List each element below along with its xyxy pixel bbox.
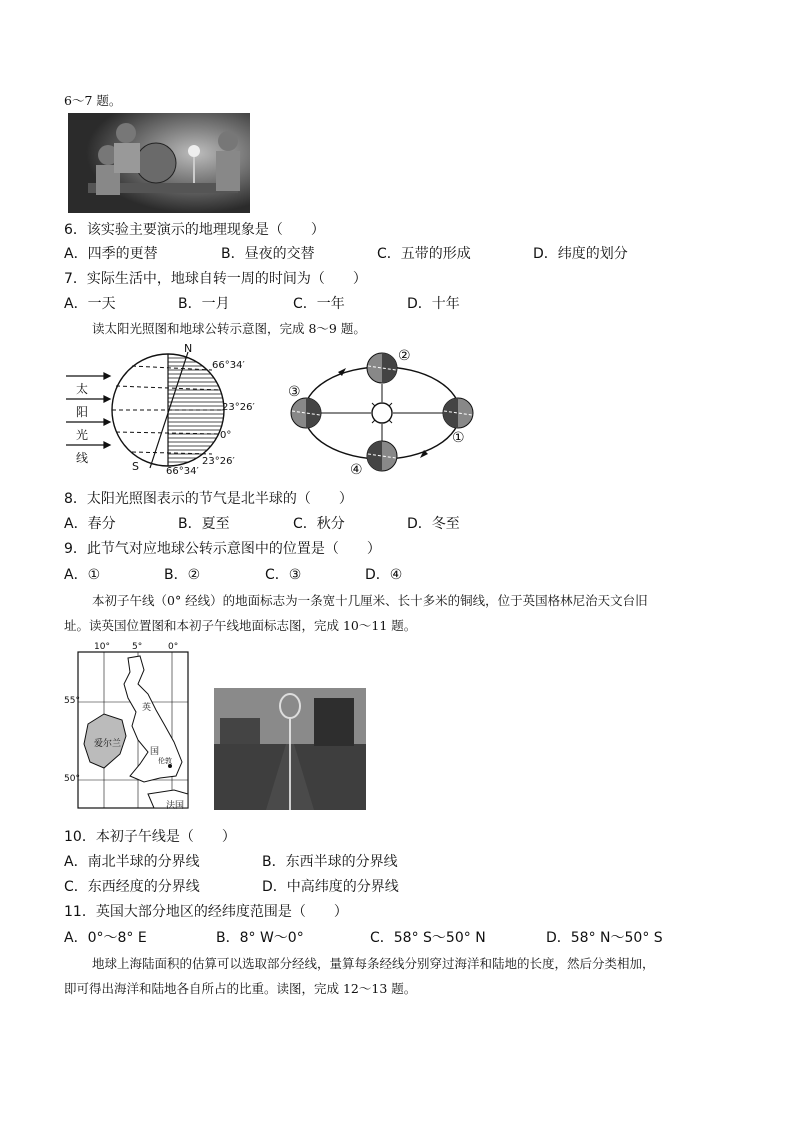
map-lon-label-2: 5° — [132, 642, 143, 652]
map-place-france: 法国 — [166, 801, 185, 811]
lat-label-4: 23°26′ — [202, 456, 235, 467]
sun-label-4: 线 — [76, 451, 89, 465]
map-place-london: 伦敦 — [158, 757, 172, 765]
q8-option-b[interactable]: B．夏至 — [178, 516, 230, 532]
uk-map-drawing — [64, 644, 194, 812]
q7-option-c[interactable]: C．一年 — [293, 296, 345, 312]
map-place-uk-1: 英 — [142, 703, 152, 713]
orbit-drawing — [282, 346, 482, 480]
q11-option-b[interactable]: B．8° W～0° — [216, 930, 304, 946]
intro-tail: 6～7 题。 — [64, 93, 122, 108]
sun-label-1: 太 — [76, 382, 89, 396]
q9-option-d[interactable]: D．④ — [365, 567, 403, 583]
intro-10-11-line1: 本初子午线（0° 经线）的地面标志为一条宽十几厘米、长十多米的铜线，位于英国格林尼治天文台旧 — [92, 593, 648, 608]
q9-option-c[interactable]: C．③ — [265, 567, 302, 583]
q8-option-d[interactable]: D．冬至 — [407, 516, 460, 532]
sun-label-2: 阳 — [76, 405, 89, 419]
q8-option-a[interactable]: A．春分 — [64, 516, 116, 532]
south-label: S — [132, 460, 139, 473]
q10-option-c[interactable]: C．东西经度的分界线 — [64, 879, 200, 895]
q11-stem: 11．英国大部分地区的经纬度范围是（ ） — [64, 904, 348, 920]
orbit-position-4: ④ — [350, 462, 363, 478]
intro-8-9: 读太阳光照图和地球公转示意图，完成 8～9 题。 — [92, 321, 366, 336]
q6-option-b[interactable]: B．昼夜的交替 — [221, 246, 315, 262]
sun-label-3: 光 — [76, 428, 89, 442]
orbit-position-1: ① — [452, 430, 465, 446]
q11-option-d[interactable]: D．58° N～50° S — [546, 930, 663, 946]
q6-option-c[interactable]: C．五带的形成 — [377, 246, 471, 262]
q6-option-d[interactable]: D．纬度的划分 — [533, 246, 628, 262]
q10-option-b[interactable]: B．东西半球的分界线 — [262, 854, 398, 870]
experiment-photo-drawing — [68, 113, 250, 213]
q7-option-b[interactable]: B．一月 — [178, 296, 230, 312]
q6-option-a[interactable]: A．四季的更替 — [64, 246, 158, 262]
q8-stem: 8．太阳光照图表示的节气是北半球的（ ） — [64, 491, 353, 507]
q8-option-c[interactable]: C．秋分 — [293, 516, 345, 532]
lat-label-5: 66°34′ — [166, 466, 199, 477]
lat-label-1: 66°34′ — [212, 360, 245, 371]
intro-10-11-line2: 址。读英国位置图和本初子午线地面标志图，完成 10～11 题。 — [64, 618, 417, 633]
q9-stem: 9．此节气对应地球公转示意图中的位置是（ ） — [64, 541, 381, 557]
meridian-photo-drawing — [214, 688, 366, 810]
q10-stem: 10．本初子午线是（ ） — [64, 829, 236, 845]
q11-option-c[interactable]: C．58° S～50° N — [370, 930, 486, 946]
north-label: N — [184, 342, 193, 355]
q7-option-d[interactable]: D．十年 — [407, 296, 460, 312]
map-lon-label-3: 0° — [168, 642, 179, 652]
map-place-uk-2: 国 — [150, 747, 160, 757]
intro-12-13-line1: 地球上海陆面积的估算可以选取部分经线，量算每条经线分别穿过海洋和陆地的长度，然后分类相加， — [92, 956, 655, 971]
q9-option-b[interactable]: B．② — [164, 567, 201, 583]
q7-option-a[interactable]: A．一天 — [64, 296, 116, 312]
q7-stem: 7．实际生活中，地球自转一周的时间为（ ） — [64, 271, 367, 287]
lat-label-2: 23°26′ — [222, 402, 255, 413]
q9-option-a[interactable]: A．① — [64, 567, 101, 583]
q10-option-a[interactable]: A．南北半球的分界线 — [64, 854, 200, 870]
lat-label-3: 0° — [220, 430, 232, 441]
sun-illumination-figure — [62, 342, 262, 478]
orbit-position-2: ② — [398, 348, 411, 364]
map-lon-label-1: 10° — [94, 642, 110, 652]
q10-option-d[interactable]: D．中高纬度的分界线 — [262, 879, 399, 895]
map-place-ireland: 爱尔兰 — [94, 739, 122, 749]
orbit-position-3: ③ — [288, 384, 301, 400]
meridian-marker-photo — [214, 688, 366, 810]
q6-stem: 6．该实验主要演示的地理现象是（ ） — [64, 222, 325, 238]
experiment-photo — [68, 113, 250, 213]
uk-map — [64, 644, 194, 812]
orbit-figure — [282, 346, 482, 480]
intro-12-13-line2: 即可得出海洋和陆地各自所占的比重。读图，完成 12～13 题。 — [64, 981, 417, 996]
map-lat-label-2: 50° — [64, 774, 80, 784]
q11-option-a[interactable]: A．0°～8° E — [64, 930, 147, 946]
map-lat-label-1: 55° — [64, 696, 80, 706]
